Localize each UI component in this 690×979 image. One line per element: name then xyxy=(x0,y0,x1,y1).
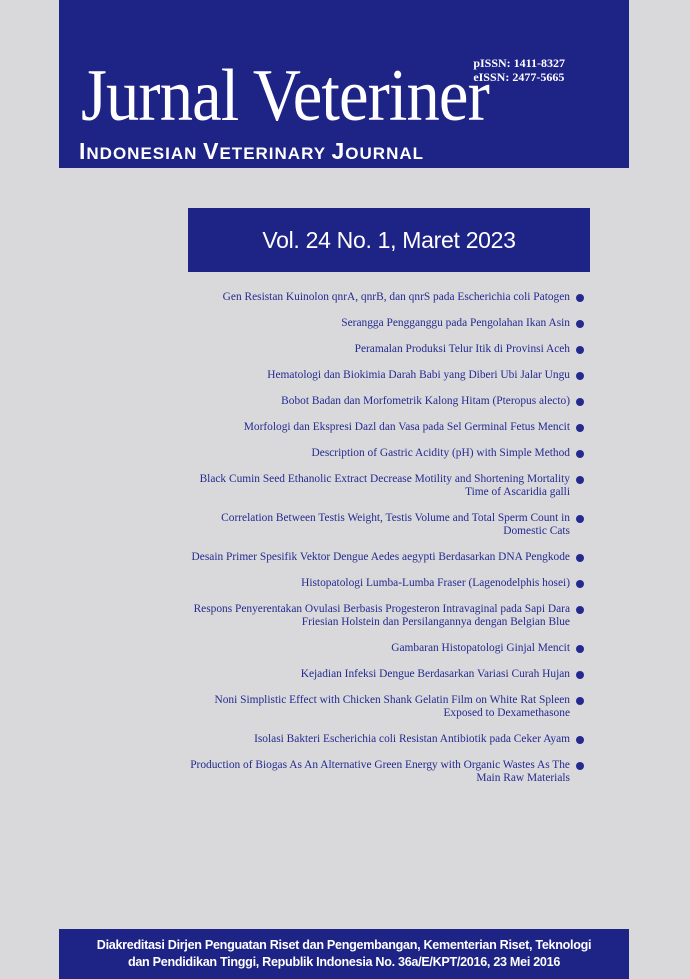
pissn: pISSN: 1411-8327 xyxy=(473,56,565,70)
bullet-icon xyxy=(576,450,584,458)
toc-entry xyxy=(60,603,584,628)
article-title-line: Respons Penyerentakan Ovulasi Berbasis Progesteron Intravaginal pada Sapi Dara xyxy=(193,603,570,615)
toc-entry xyxy=(60,369,584,382)
article-title-line: Black Cumin Seed Ethanolic Extract Decrease Motility and Shortening Mortality xyxy=(199,473,570,485)
article-title xyxy=(223,291,584,304)
article-title-line: Histopatologi Lumba-Lumba Fraser (Lagenodelphis hosei) xyxy=(301,577,570,589)
article-title xyxy=(341,317,584,330)
article-title xyxy=(244,421,584,434)
toc-entry xyxy=(60,642,584,655)
bullet-icon xyxy=(576,697,584,705)
article-title xyxy=(391,642,584,655)
article-title-line: Kejadian Infeksi Dengue Berdasarkan Variasi Curah Hujan xyxy=(300,668,570,680)
toc-entry xyxy=(60,551,584,564)
bullet-icon xyxy=(576,346,584,354)
bullet-icon xyxy=(576,645,584,653)
toc-entry xyxy=(60,291,584,304)
article-title xyxy=(355,343,584,356)
eissn: eISSN: 2477-5665 xyxy=(473,70,565,84)
bullet-icon xyxy=(576,580,584,588)
toc-entry xyxy=(60,447,584,460)
bullet-icon xyxy=(576,606,584,614)
toc-entry xyxy=(60,343,584,356)
article-title-line: Isolasi Bakteri Escherichia coli Resistan Antibiotik pada Ceker Ayam xyxy=(254,733,570,745)
article-title xyxy=(301,668,584,681)
article-title xyxy=(215,694,585,719)
footer-line-1: Diakreditasi Dirjen Penguatan Riset dan Pengembangan, Kementerian Riset, Teknologi xyxy=(96,938,592,952)
toc-entry xyxy=(60,512,584,537)
toc-entry xyxy=(60,577,584,590)
article-title-line: Gen Resistan Kuinolon qnrA, qnrB, dan qnrS pada Escherichia coli Patogen xyxy=(222,291,570,303)
article-title-line: Main Raw Materials xyxy=(476,771,570,784)
journal-header xyxy=(59,0,629,168)
footer-line-2: dan Pendidikan Tinggi, Republik Indonesia No. 36a/E/KPT/2016, 23 Mei 2016 xyxy=(127,955,561,969)
article-title xyxy=(281,395,584,408)
article-title-line: Description of Gastric Acidity (pH) with Simple Method xyxy=(311,447,570,459)
bullet-icon xyxy=(576,476,584,484)
article-title-line: Domestic Cats xyxy=(503,524,570,537)
bullet-icon xyxy=(576,762,584,770)
bullet-icon xyxy=(576,398,584,406)
bullet-icon xyxy=(576,671,584,679)
article-title xyxy=(312,447,584,460)
article-title-line: Friesian Holstein dan Persilangannya dengan Belgian Blue xyxy=(301,615,570,628)
bullet-icon xyxy=(576,320,584,328)
toc-entry xyxy=(60,473,584,498)
toc-entry xyxy=(60,317,584,330)
article-title xyxy=(267,369,584,382)
article-title-line: Exposed to Dexamethasone xyxy=(443,706,570,719)
article-title xyxy=(301,577,584,590)
article-title xyxy=(190,759,584,784)
bullet-icon xyxy=(576,554,584,562)
article-title xyxy=(254,733,584,746)
article-title-line: Noni Simplistic Effect with Chicken Shank Gelatin Film on White Rat Spleen xyxy=(214,694,570,706)
journal-subtitle: INDONESIAN VETERINARY JOURNAL xyxy=(79,138,425,164)
bullet-icon xyxy=(576,515,584,523)
article-title-line: Time of Ascaridia galli xyxy=(465,485,570,498)
article-title-line: Bobot Badan dan Morfometrik Kalong Hitam (Pteropus alecto) xyxy=(281,395,570,407)
toc-entry xyxy=(60,733,584,746)
article-title-line: Production of Biogas As An Alternative Green Energy with Organic Wastes As The xyxy=(190,759,570,771)
toc-entry xyxy=(60,395,584,408)
article-title-line: Gambaran Histopatologi Ginjal Mencit xyxy=(391,642,570,654)
toc-entry xyxy=(60,694,584,719)
accreditation-footer xyxy=(59,929,629,979)
toc-entry xyxy=(60,759,584,784)
article-title xyxy=(200,473,584,498)
bullet-icon xyxy=(576,294,584,302)
article-title xyxy=(192,551,584,564)
article-title xyxy=(221,512,584,537)
article-title-line: Peramalan Produksi Telur Itik di Provinsi Aceh xyxy=(354,343,570,355)
toc-entry xyxy=(60,421,584,434)
volume-banner: Vol. 24 No. 1, Maret 2023 xyxy=(188,208,590,272)
article-title-line: Serangga Pengganggu pada Pengolahan Ikan Asin xyxy=(341,317,570,329)
bullet-icon xyxy=(576,424,584,432)
article-title-line: Morfologi dan Ekspresi Dazl dan Vasa pada Sel Germinal Fetus Mencit xyxy=(243,421,570,433)
bullet-icon xyxy=(576,372,584,380)
article-title-line: Desain Primer Spesifik Vektor Dengue Aedes aegypti Berdasarkan DNA Pengkode xyxy=(191,551,570,563)
article-title xyxy=(194,603,584,628)
bullet-icon xyxy=(576,736,584,744)
journal-title: Jurnal Veteriner xyxy=(81,55,489,137)
article-title-line: Hematologi dan Biokimia Darah Babi yang Diberi Ubi Jalar Ungu xyxy=(267,369,570,381)
toc-entry xyxy=(60,668,584,681)
article-title-line: Correlation Between Testis Weight, Testis Volume and Total Sperm Count in xyxy=(221,512,570,524)
